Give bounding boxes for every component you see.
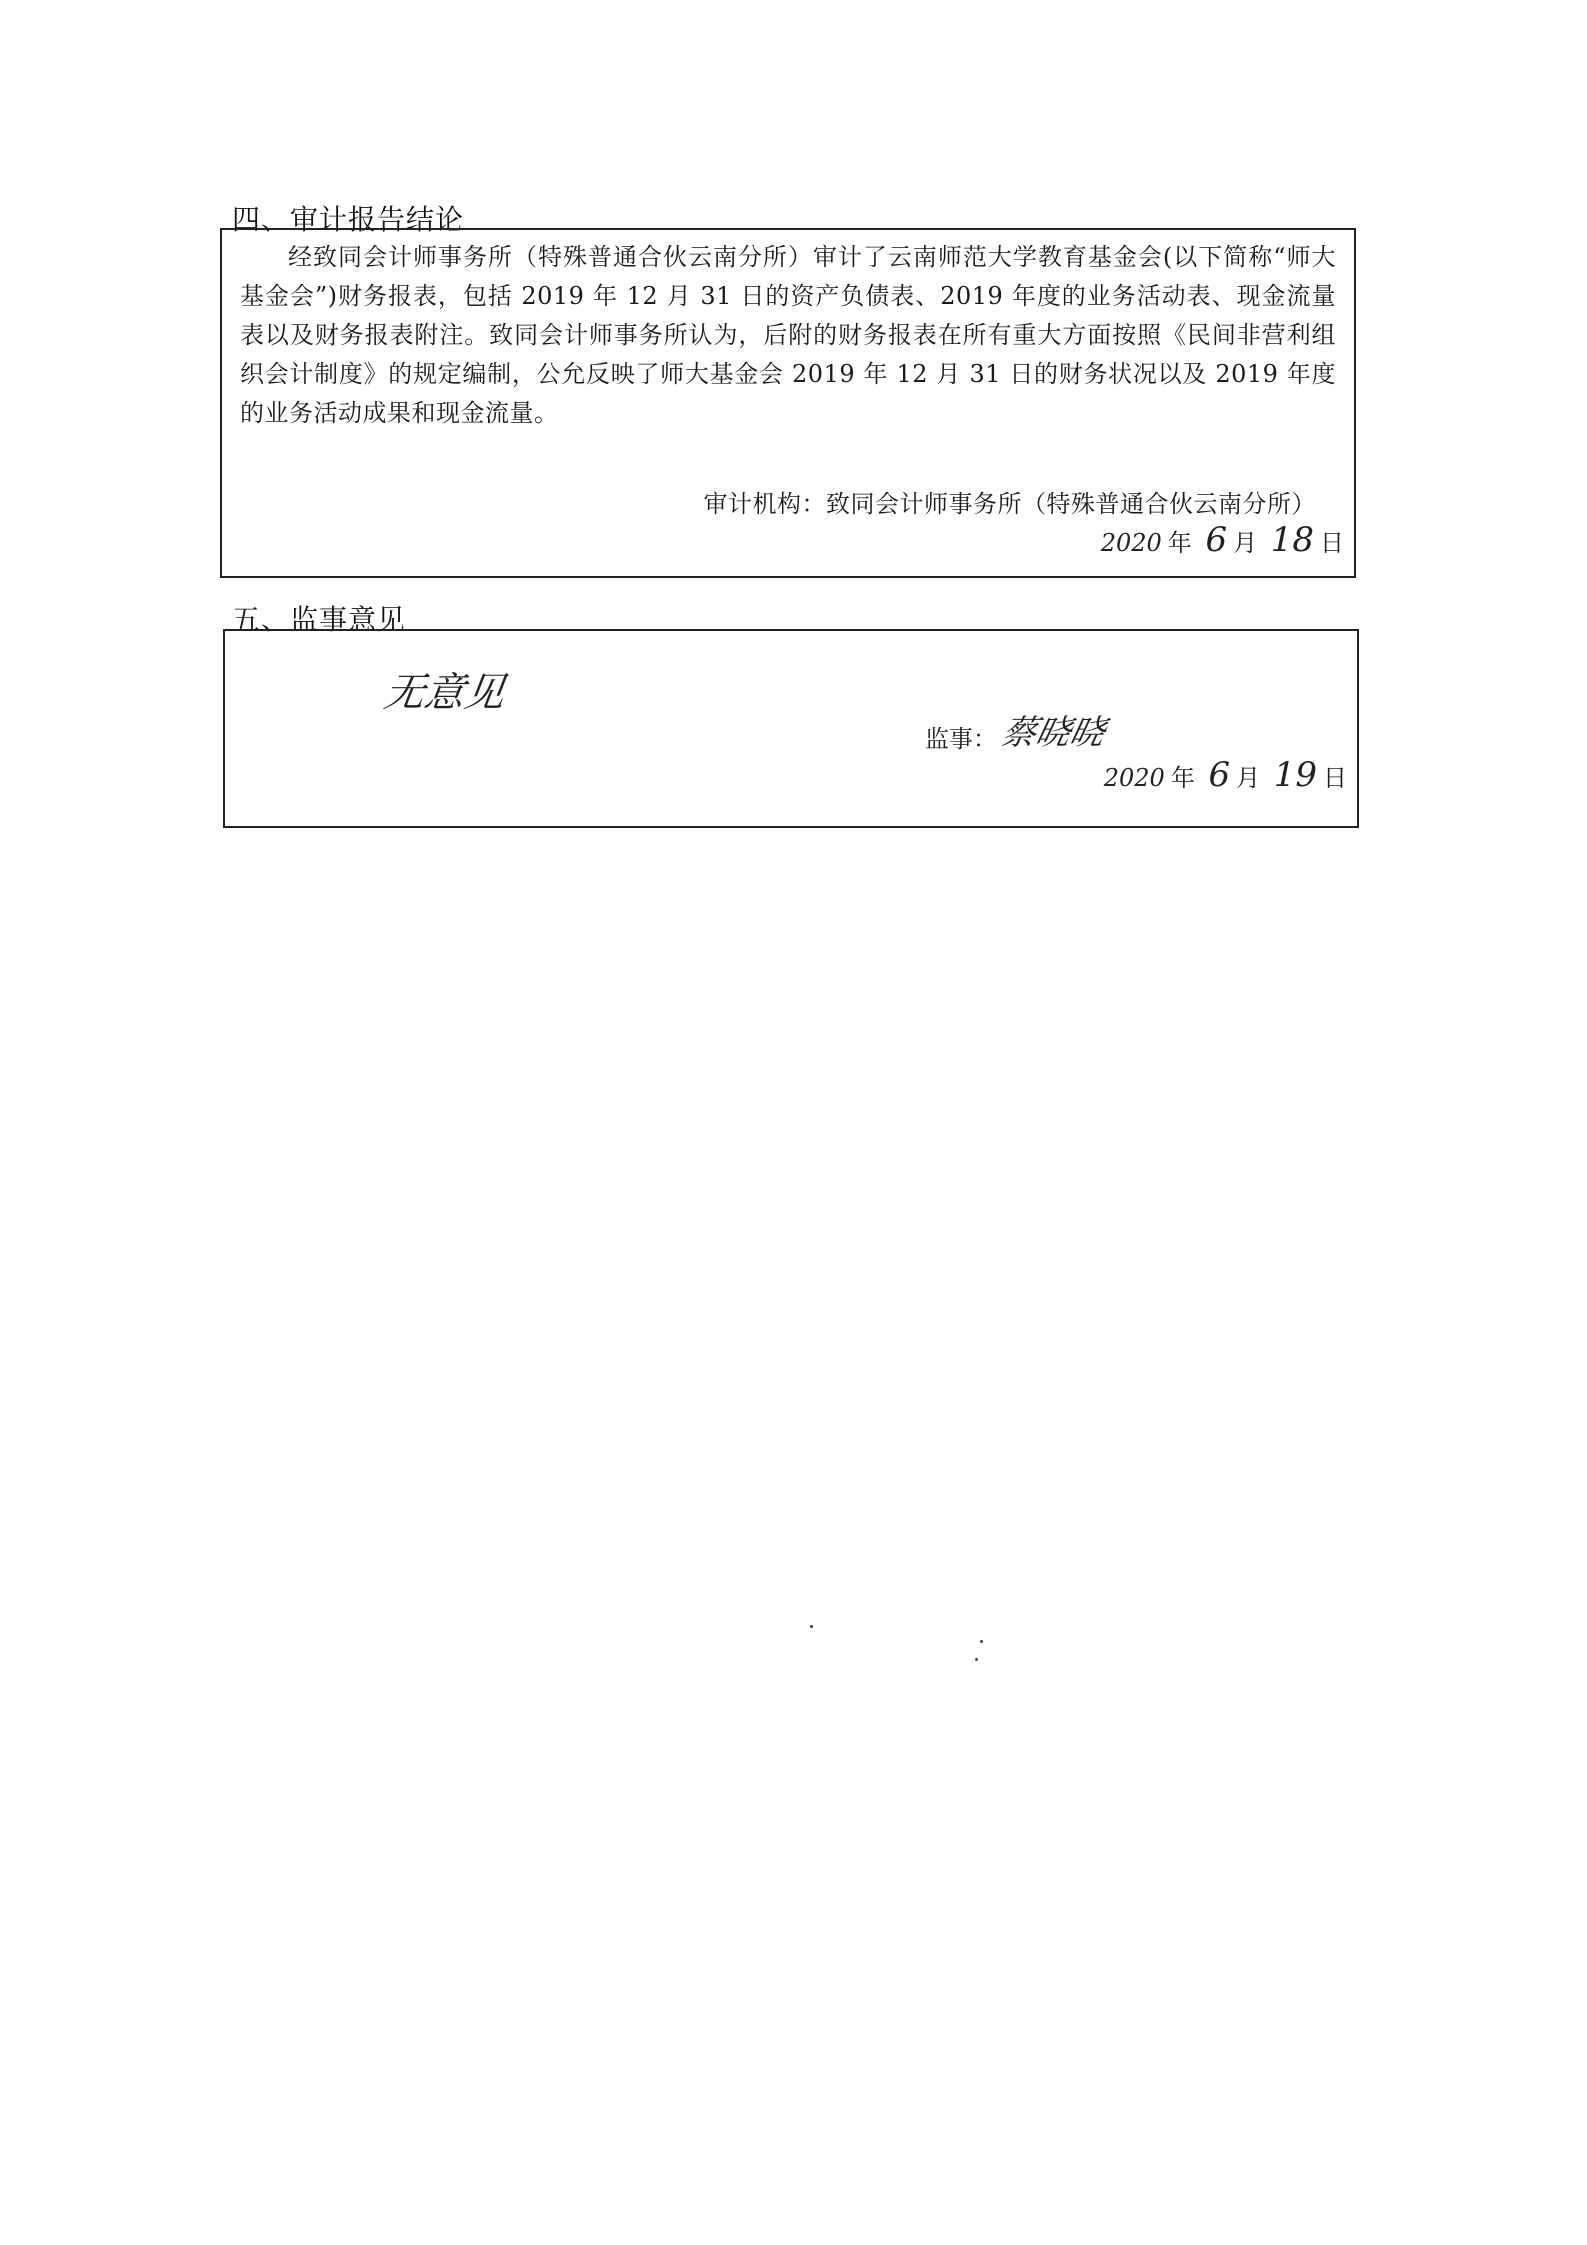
- audit-date-month: 6: [1205, 520, 1228, 560]
- supervisor-date-year: 2020: [1103, 764, 1165, 792]
- supervisor-date-day-unit: 日: [1323, 764, 1347, 792]
- audit-conclusion-paragraph: 经致同会计师事务所（特殊普通合伙云南分所）审计了云南师范大学教育基金会(以下简称“师大基金会”)财务报表，包括 2019 年 12 月 31 日的资产负债表、2019 年度的业务活动表、现金流量表以及财务报表附注。致同会计师事务所认为，后附的财务报表在所有重大方面按照《民间非营利组织会计制度》的规定编制，公允反映了师大基金会 2019 年 12 月 31 日的财务状况以及 2019 年度的业务活动成果和现金流量。: [240, 243, 1336, 427]
- section-heading-supervisor-opinion: 五、监事意见: [232, 603, 407, 636]
- supervisor-date-month-unit: 月: [1236, 764, 1261, 792]
- handwritten-opinion: 无意见: [381, 670, 508, 716]
- supervisor-signature: 蔡晓晓: [998, 713, 1109, 753]
- audit-conclusion-box: [220, 228, 1356, 578]
- supervisor-date-month: 6: [1208, 755, 1231, 795]
- supervisor-date-day: 19: [1273, 755, 1317, 795]
- audit-date: [1095, 520, 1344, 560]
- supervisor-label: 监事：: [925, 725, 997, 753]
- scan-speck: [980, 1640, 983, 1643]
- audit-date-month-unit: 月: [1233, 529, 1258, 557]
- supervisor-date: [1098, 755, 1347, 795]
- supervisor-date-year-unit: 年: [1170, 764, 1195, 792]
- audit-date-day: 18: [1270, 520, 1314, 560]
- scan-speck: [810, 1625, 813, 1628]
- scan-speck: [975, 1658, 978, 1661]
- audit-date-year-unit: 年: [1167, 529, 1192, 557]
- auditor-name: 审计机构：致同会计师事务所（特殊普通合伙云南分所）: [703, 490, 1316, 518]
- audit-date-year: 2020: [1100, 529, 1162, 557]
- section-heading-audit-conclusion: 四、审计报告结论: [232, 203, 465, 236]
- audit-date-day-unit: 日: [1320, 529, 1344, 557]
- supervisor-opinion-box: [223, 629, 1359, 828]
